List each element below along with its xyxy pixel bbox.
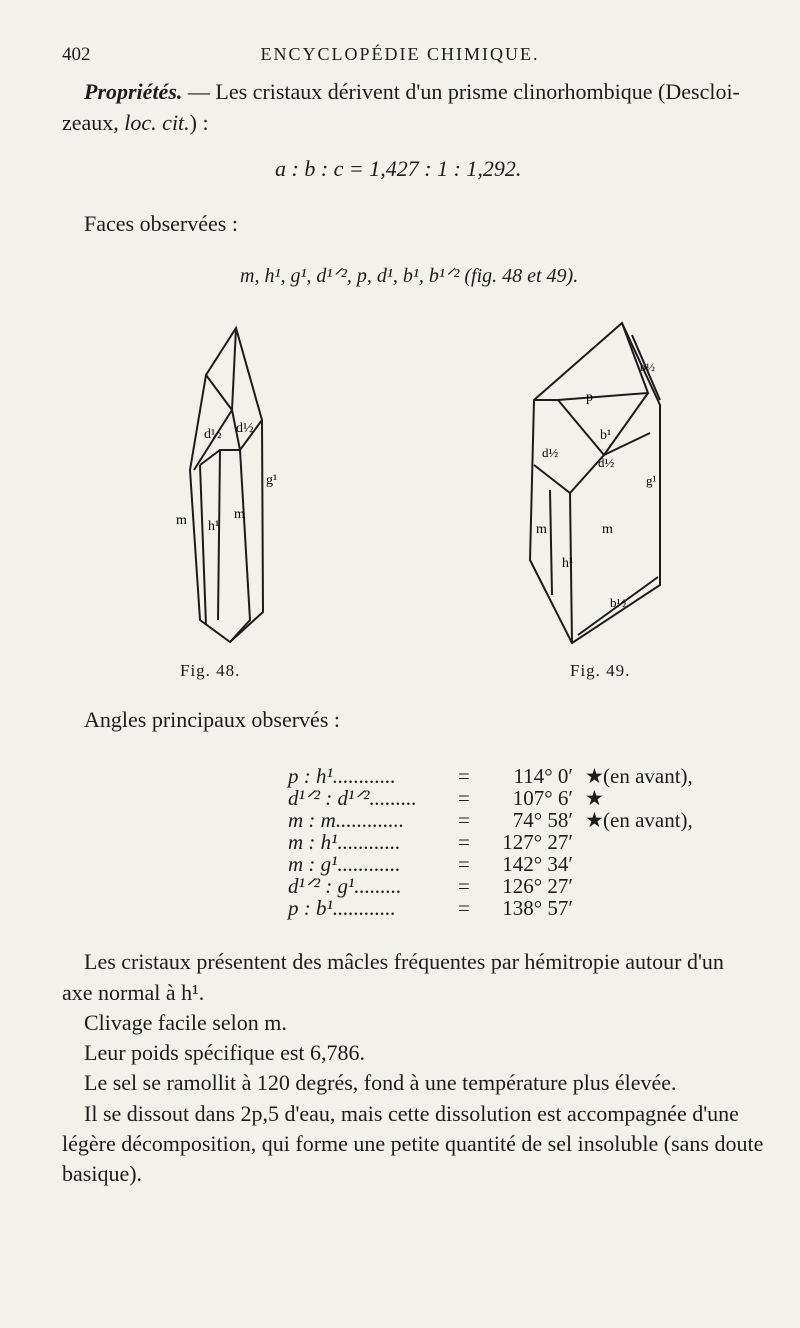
angle-value: 114° 0′ (513, 764, 573, 788)
angle-value: 107° 6′ (512, 786, 573, 810)
axial-ratio: a : b : c = 1,427 : 1 : 1,292. (275, 156, 522, 181)
fig48-label-d-left: d½ (204, 427, 222, 442)
fig48-label-m-right: m (234, 507, 245, 522)
fig49-label-d-right: d½ (598, 455, 615, 470)
angle-value: 138° 57′ (502, 896, 573, 920)
properties-citation: loc. cit. (124, 110, 190, 135)
fig49-label-m-left: m (536, 522, 547, 537)
properties-line-1 (84, 76, 740, 108)
fig48-label-d-right: d½ (236, 421, 254, 436)
angles-title: Angles principaux observés : (84, 707, 340, 732)
properties-label: Propriétés. (84, 79, 183, 104)
body-p1-line2: axe normal à h¹. (62, 980, 205, 1005)
faces-label: Faces observées : (84, 211, 238, 236)
fig49-label-b1: b¹ (600, 428, 612, 443)
angle-equals: = (458, 874, 470, 898)
fig-48-crystal (170, 320, 290, 650)
angle-faces: m : g¹............ (288, 852, 401, 876)
fig49-label-p: p (586, 390, 593, 405)
angle-faces: p : b¹............ (288, 896, 396, 920)
fig49-label-b-bottom: b½ (610, 595, 627, 610)
body-p4: Le sel se ramollit à 120 degrés, fond à une température plus élevée. (84, 1070, 677, 1095)
body-p5-line1: Il se dissout dans 2p,5 d'eau, mais cette dissolution est accompagnée d'une (84, 1101, 739, 1126)
fig48-label-m-left: m (176, 513, 187, 528)
angle-faces: d¹ᐟ² : d¹ᐟ²......... (288, 786, 417, 810)
angle-value: 142° 34′ (502, 852, 573, 876)
angle-value: 127° 27′ (502, 830, 573, 854)
faces-list: m, h¹, g¹, d¹ᐟ², p, d¹, b¹, b¹ᐟ² (fig. 48 et 49). (240, 265, 579, 287)
fig49-label-m-right: m (602, 522, 613, 537)
body-p3: Leur poids spécifique est 6,786. (84, 1040, 366, 1065)
angle-star: ★ (585, 786, 604, 810)
angle-equals: = (458, 764, 470, 788)
angle-faces: m : h¹............ (288, 830, 401, 854)
properties-text-2c: ) : (189, 110, 209, 135)
running-header: ENCYCLOPÉDIE CHIMIQUE. (260, 44, 540, 64)
body-p5-line2: légère décomposition, qui forme une petite quantité de sel insoluble (sans doute (62, 1131, 764, 1156)
angle-faces: m : m............. (288, 808, 405, 832)
fig48-label-h: h¹ (208, 519, 220, 534)
angles-table (288, 764, 768, 924)
angle-note: (en avant), (603, 808, 693, 832)
angle-equals: = (458, 852, 470, 876)
fig49-label-g: g¹ (646, 473, 657, 488)
body-p1-line1: Les cristaux présentent des mâcles fréquentes par hémitropie autour d'un (84, 949, 724, 974)
body-p2: Clivage facile selon m. (84, 1010, 287, 1035)
angle-faces: d¹ᐟ² : g¹......... (288, 874, 402, 898)
angle-equals: = (458, 786, 470, 810)
fig49-label-d-left: d½ (542, 445, 559, 460)
fig-49-caption: Fig. 49. (570, 661, 631, 680)
fig-48-caption: Fig. 48. (180, 661, 241, 680)
angle-note: (en avant), (603, 764, 693, 788)
fig49-label-h: h¹ (562, 556, 574, 571)
angle-equals: = (458, 808, 470, 832)
angle-star: ★ (585, 764, 604, 788)
angle-faces: p : h¹............ (288, 764, 396, 788)
fig-49-crystal (520, 315, 670, 650)
properties-text: — Les cristaux dérivent d'un prisme clinorhombique (Descloi- (182, 79, 740, 104)
body-p5-line3: basique). (62, 1161, 143, 1186)
angle-star: ★ (585, 808, 604, 832)
properties-text-2a: zeaux, (62, 110, 125, 135)
fig49-label-b-top: b½ (640, 360, 655, 374)
angle-equals: = (458, 830, 470, 854)
angle-value: 74° 58′ (512, 808, 573, 832)
angle-value: 126° 27′ (502, 874, 573, 898)
page-number: 402 (62, 44, 91, 65)
properties-line-2 (62, 107, 209, 139)
fig48-label-g: g¹ (266, 473, 278, 488)
angle-equals: = (458, 896, 470, 920)
